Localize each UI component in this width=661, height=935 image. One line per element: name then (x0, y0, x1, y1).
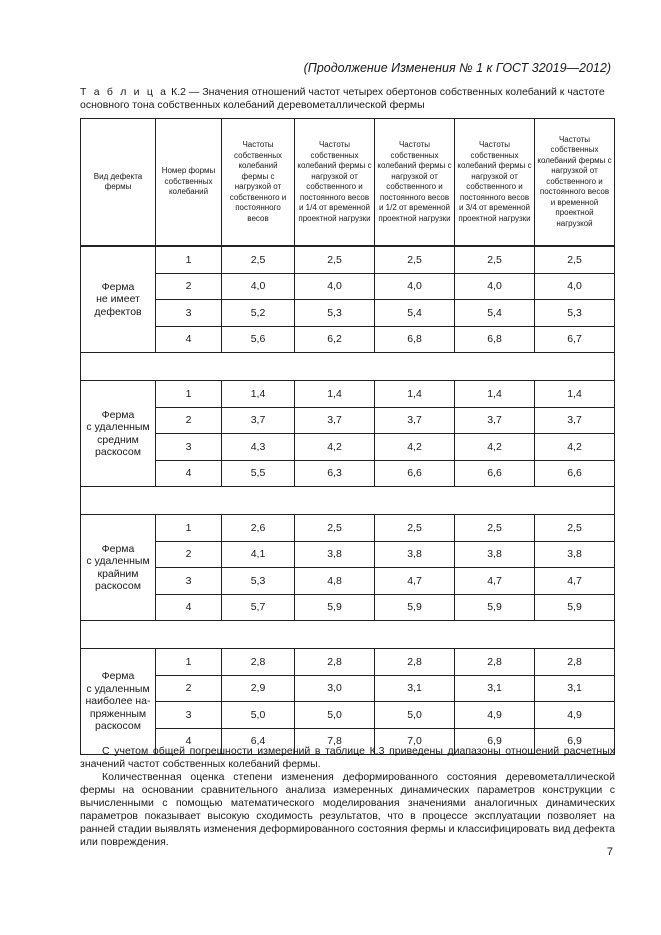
ratio-value-cell: 7,0 (375, 728, 455, 755)
header-row (81, 119, 615, 247)
mode-number-cell: 4 (156, 594, 222, 621)
ratio-value-cell: 6,2 (295, 326, 375, 353)
ratio-value-cell: 4,1 (222, 541, 295, 568)
ratio-value-cell: 3,8 (535, 541, 615, 568)
table-row (81, 300, 615, 327)
ratio-value-cell: 1,4 (375, 381, 455, 408)
ratio-value-cell: 6,6 (535, 460, 615, 487)
ratio-value-cell: 3,7 (455, 407, 535, 434)
ratio-value-cell: 2,5 (535, 515, 615, 542)
defect-type-label (81, 246, 156, 353)
mode-number-cell: 1 (156, 381, 222, 408)
ratio-value-cell: 3,1 (455, 675, 535, 702)
ratio-value-cell: 6,8 (375, 326, 455, 353)
frequency-ratio-table (80, 118, 615, 755)
table-row (81, 381, 615, 408)
ratio-value-cell: 6,4 (222, 728, 295, 755)
ratio-value-cell: 3,7 (375, 407, 455, 434)
ratio-value-cell: 5,9 (455, 594, 535, 621)
group-separator-row (81, 621, 615, 649)
ratio-value-cell: 6,9 (455, 728, 535, 755)
table-caption (80, 86, 615, 112)
ratio-value-cell: 5,9 (535, 594, 615, 621)
defect-type-line: с удаленным (86, 555, 150, 567)
ratio-value-cell: 4,2 (455, 434, 535, 461)
ratio-value-cell: 2,5 (222, 246, 295, 273)
ratio-value-cell: 2,5 (455, 246, 535, 273)
ratio-value-cell: 4,7 (375, 568, 455, 595)
table-row (81, 434, 615, 461)
defect-type-line: с удаленным (86, 421, 150, 433)
ratio-value-cell: 4,9 (535, 702, 615, 729)
ratio-value-cell: 2,5 (535, 246, 615, 273)
ratio-value-cell: 4,7 (535, 568, 615, 595)
ratio-value-cell: 2,6 (222, 515, 295, 542)
ratio-value-cell: 4,8 (295, 568, 375, 595)
defect-type-line: раскосом (95, 446, 141, 458)
mode-number-cell: 1 (156, 515, 222, 542)
ratio-value-cell: 4,9 (455, 702, 535, 729)
ratio-value-cell: 4,2 (295, 434, 375, 461)
header-freq-half: Частоты собственных колебаний фермы с нагрузкой от собственного и постоянного весов и 1/2 от временной проектной нагрузки (375, 119, 455, 247)
ratio-value-cell: 3,0 (295, 675, 375, 702)
defect-type-line: Ферма (101, 542, 135, 555)
mode-number-cell: 3 (156, 300, 222, 327)
mode-number-cell: 4 (156, 728, 222, 755)
ratio-value-cell: 2,5 (295, 515, 375, 542)
ratio-value-cell: 4,0 (535, 273, 615, 300)
table-row (81, 273, 615, 300)
table-row (81, 594, 615, 621)
header-freq-base: Частоты собственных колебаний фермы с нагрузкой от собственного и постоянного весов (222, 119, 295, 247)
mode-number-cell: 4 (156, 326, 222, 353)
ratio-value-cell: 1,4 (222, 381, 295, 408)
ratio-value-cell: 2,8 (455, 649, 535, 676)
ratio-value-cell: 4,2 (375, 434, 455, 461)
ratio-value-cell: 4,3 (222, 434, 295, 461)
ratio-value-cell: 4,2 (535, 434, 615, 461)
page-header: (Продолжение Изменения № 1 к ГОСТ 32019—2012) (303, 61, 611, 75)
ratio-value-cell: 3,8 (375, 541, 455, 568)
ratio-value-cell: 2,5 (295, 246, 375, 273)
header-freq-quarter: Частоты собственных колебаний фермы с нагрузкой от собственного и постоянного весов и 1/4 от временной проектной нагрузки (295, 119, 375, 247)
ratio-value-cell: 4,7 (455, 568, 535, 595)
group-separator-row (81, 487, 615, 515)
defect-type-line: средним (97, 433, 139, 446)
ratio-value-cell: 5,0 (375, 702, 455, 729)
ratio-value-cell: 3,8 (295, 541, 375, 568)
ratio-value-cell: 3,1 (535, 675, 615, 702)
ratio-value-cell: 2,5 (375, 246, 455, 273)
ratio-value-cell: 7,8 (295, 728, 375, 755)
ratio-value-cell: 6,7 (535, 326, 615, 353)
defect-type-label (81, 381, 156, 487)
mode-number-cell: 3 (156, 434, 222, 461)
ratio-value-cell: 3,8 (455, 541, 535, 568)
defect-type-label (81, 649, 156, 755)
group-separator-cell (81, 353, 615, 381)
defect-type-label (81, 515, 156, 621)
ratio-value-cell: 2,8 (535, 649, 615, 676)
ratio-value-cell: 2,9 (222, 675, 295, 702)
ratio-value-cell: 5,2 (222, 300, 295, 327)
group-separator-cell (81, 487, 615, 515)
defect-type-line: не имеет (96, 293, 140, 306)
ratio-value-cell: 5,0 (222, 702, 295, 729)
ratio-value-cell: 3,7 (222, 407, 295, 434)
ratio-value-cell: 5,3 (222, 568, 295, 595)
ratio-value-cell: 6,8 (455, 326, 535, 353)
page-number: 7 (606, 846, 613, 858)
header-freq-three-quarter: Частоты собственных колебаний фермы с нагрузкой от собственного и постоянного весов и 3/4 от временной проектной нагрузки (455, 119, 535, 247)
mode-number-cell: 1 (156, 246, 222, 273)
table-caption-label: Т а б л и ц а (80, 86, 169, 98)
ratio-value-cell: 2,8 (222, 649, 295, 676)
ratio-value-cell: 4,0 (455, 273, 535, 300)
table-row (81, 541, 615, 568)
table-header (81, 119, 615, 247)
ratio-value-cell: 5,3 (535, 300, 615, 327)
ratio-value-cell: 5,4 (455, 300, 535, 327)
ratio-value-cell: 4,0 (375, 273, 455, 300)
ratio-value-cell: 1,4 (535, 381, 615, 408)
paragraph: Количественная оценка степени изменения деформированного состояния деревометаллической фермы на основании сравнительного анализа измеренных динамических параметров конструкции с вычисленными с помощью математического моделирования значениями аналогичных динамических параметров показывает высокую сходимость результатов, что в процессе эксплуатации позволяет на ранней стадии выявлять изменения деформированного состояния фермы и классифицировать вид дефекта или повреждения. (80, 771, 615, 848)
ratio-value-cell: 2,5 (455, 515, 535, 542)
ratio-value-cell: 5,7 (222, 594, 295, 621)
ratio-value-cell: 5,0 (295, 702, 375, 729)
table-row (81, 675, 615, 702)
defect-type-line: пряженным (89, 707, 147, 720)
ratio-value-cell: 1,4 (295, 381, 375, 408)
ratio-value-cell: 2,5 (375, 515, 455, 542)
ratio-value-cell: 3,7 (295, 407, 375, 434)
ratio-value-cell: 6,6 (375, 460, 455, 487)
mode-number-cell: 3 (156, 568, 222, 595)
ratio-value-cell: 3,1 (375, 675, 455, 702)
ratio-value-cell: 6,3 (295, 460, 375, 487)
table-row (81, 702, 615, 729)
table-row (81, 407, 615, 434)
ratio-value-cell: 2,8 (295, 649, 375, 676)
ratio-value-cell: 1,4 (455, 381, 535, 408)
defect-type-line: Ферма (101, 670, 135, 683)
ratio-value-cell: 5,9 (375, 594, 455, 621)
ratio-value-cell: 6,6 (455, 460, 535, 487)
table-row (81, 649, 615, 676)
ratio-value-cell: 5,3 (295, 300, 375, 327)
table-row (81, 460, 615, 487)
ratio-value-cell: 2,8 (375, 649, 455, 676)
table-row (81, 515, 615, 542)
group-separator-row (81, 353, 615, 381)
ratio-value-cell: 5,6 (222, 326, 295, 353)
defect-type-line: Ферма (101, 280, 135, 293)
mode-number-cell: 2 (156, 675, 222, 702)
defect-type-line: раскосом (95, 580, 141, 592)
ratio-value-cell: 3,7 (535, 407, 615, 434)
defect-type-line: с удаленным (86, 682, 150, 695)
mode-number-cell: 1 (156, 649, 222, 676)
mode-number-cell: 2 (156, 407, 222, 434)
ratio-value-cell: 4,0 (222, 273, 295, 300)
defect-type-line: дефектов (94, 305, 142, 318)
ratio-value-cell: 6,9 (535, 728, 615, 755)
mode-number-cell: 2 (156, 273, 222, 300)
ratio-value-cell: 4,0 (295, 273, 375, 300)
defect-type-line: крайним (97, 567, 139, 580)
defect-type-line: раскосом (95, 720, 141, 733)
table-row (81, 568, 615, 595)
group-separator-cell (81, 621, 615, 649)
ratio-value-cell: 5,5 (222, 460, 295, 487)
paragraph: С учетом общей погрешности измерений в таблице К.3 приведены диапазоны отношений расчетных значений частот собственных колебаний фермы. (80, 745, 615, 770)
ratio-value-cell: 5,9 (295, 594, 375, 621)
header-freq-full: Частоты собственных колебаний фермы с нагрузкой от собственного и постоянного весов и временной проектной нагрузкой (535, 119, 615, 247)
header-mode-number: Номер формы собственных колебаний (156, 119, 222, 247)
table-body (81, 246, 615, 755)
mode-number-cell: 3 (156, 702, 222, 729)
ratio-value-cell: 5,4 (375, 300, 455, 327)
mode-number-cell: 2 (156, 541, 222, 568)
header-defect-type: Вид дефекта фермы (81, 119, 156, 247)
table-row (81, 246, 615, 273)
defect-type-line: наиболее на- (85, 695, 151, 708)
table-row (81, 326, 615, 353)
defect-type-line: Ферма (101, 408, 135, 421)
table-caption-text: К.2 — Значения отношений частот четырех обертонов собственных колебаний к частоте основного тона собственных колебаний деревометаллической фермы (80, 86, 605, 111)
body-text (80, 745, 615, 849)
mode-number-cell: 4 (156, 460, 222, 487)
